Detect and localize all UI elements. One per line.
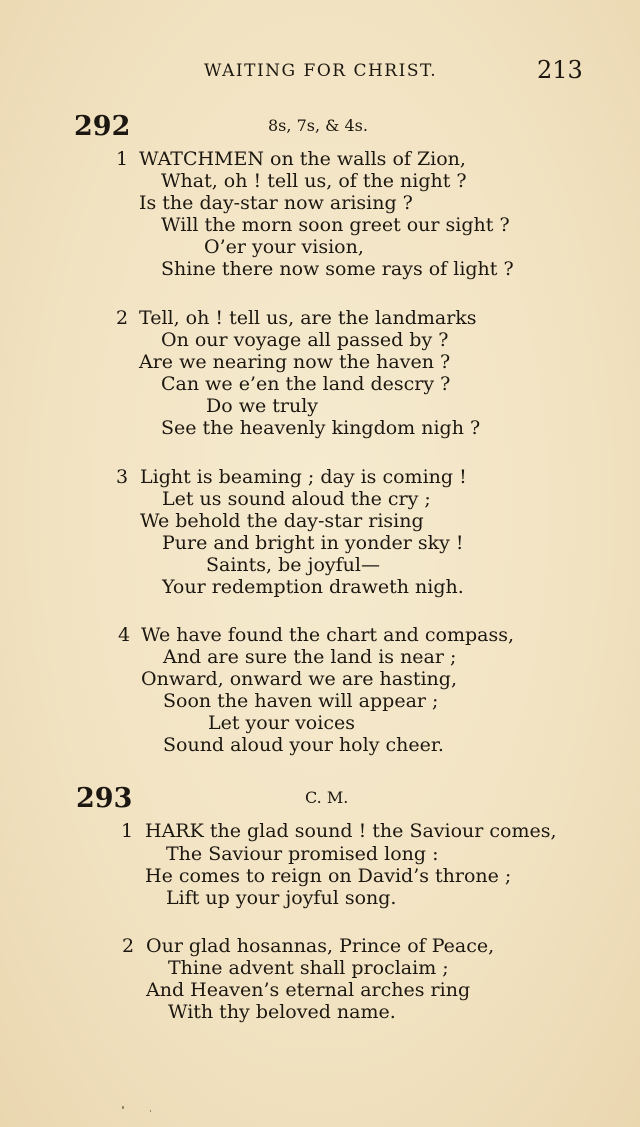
verse-line: We behold the day-star rising xyxy=(140,510,424,532)
verse-line: Our glad hosannas, Prince of Peace, xyxy=(146,935,495,957)
verse-line: HARK the glad sound ! the Saviour comes, xyxy=(145,820,557,842)
verse-line: Soon the haven will appear ; xyxy=(163,690,439,712)
verse-line: Light is beaming ; day is coming ! xyxy=(140,466,467,488)
verse-line: And Heaven’s eternal arches ring xyxy=(146,979,471,1001)
hymn-number: 292 xyxy=(74,111,131,142)
verse-number: 1 xyxy=(116,148,129,170)
verse-line: Tell, oh ! tell us, are the landmarks xyxy=(139,307,477,329)
verse-line: Shine there now some rays of light ? xyxy=(161,258,514,280)
verse-line: Will the morn soon greet our sight ? xyxy=(161,214,510,236)
verse-line: Pure and bright in yonder sky ! xyxy=(162,532,464,554)
page-number: 213 xyxy=(537,56,583,84)
verse-line: Your redemption draweth nigh. xyxy=(162,576,464,598)
verse-line: Are we nearing now the haven ? xyxy=(139,351,451,373)
verse-number: 1 xyxy=(121,820,134,842)
verse-line: With thy beloved name. xyxy=(168,1001,396,1023)
hymn-meter: 8s, 7s, & 4s. xyxy=(268,116,368,135)
verse-number: 2 xyxy=(116,307,129,329)
verse-line: O’er your vision, xyxy=(204,236,364,258)
verse-line: See the heavenly kingdom nigh ? xyxy=(161,417,481,439)
paper-speck xyxy=(122,1106,124,1109)
verse-line: What, oh ! tell us, of the night ? xyxy=(161,170,467,192)
verse-number: 3 xyxy=(116,466,129,488)
verse-line: We have found the chart and compass, xyxy=(141,624,515,646)
verse-line: Lift up your joyful song. xyxy=(166,887,397,909)
verse-line: Do we truly xyxy=(206,395,319,417)
verse-number: 4 xyxy=(118,624,131,646)
verse-line: Thine advent shall proclaim ; xyxy=(168,957,449,979)
hymn-number: 293 xyxy=(76,783,133,814)
verse-line: He comes to reign on David’s throne ; xyxy=(145,865,512,887)
verse-line: The Saviour promised long : xyxy=(166,843,439,865)
verse-line: Saints, be joyful— xyxy=(206,554,380,576)
verse-line: And are sure the land is near ; xyxy=(163,646,457,668)
verse-number: 2 xyxy=(122,935,135,957)
verse-line: On our voyage all passed by ? xyxy=(161,329,449,351)
verse-line: Let your voices xyxy=(208,712,355,734)
verse-line: Is the day-star now arising ? xyxy=(139,192,413,214)
paper-speck xyxy=(150,1110,151,1112)
running-header-title: WAITING FOR CHRIST. xyxy=(204,61,438,81)
verse-line: WATCHMEN on the walls of Zion, xyxy=(139,148,466,170)
verse-line: Let us sound aloud the cry ; xyxy=(162,488,431,510)
hymn-meter: C. M. xyxy=(305,788,349,807)
verse-line: Can we e’en the land descry ? xyxy=(161,373,451,395)
verse-line: Sound aloud your holy cheer. xyxy=(163,734,444,756)
verse-line: Onward, onward we are hasting, xyxy=(141,668,457,690)
